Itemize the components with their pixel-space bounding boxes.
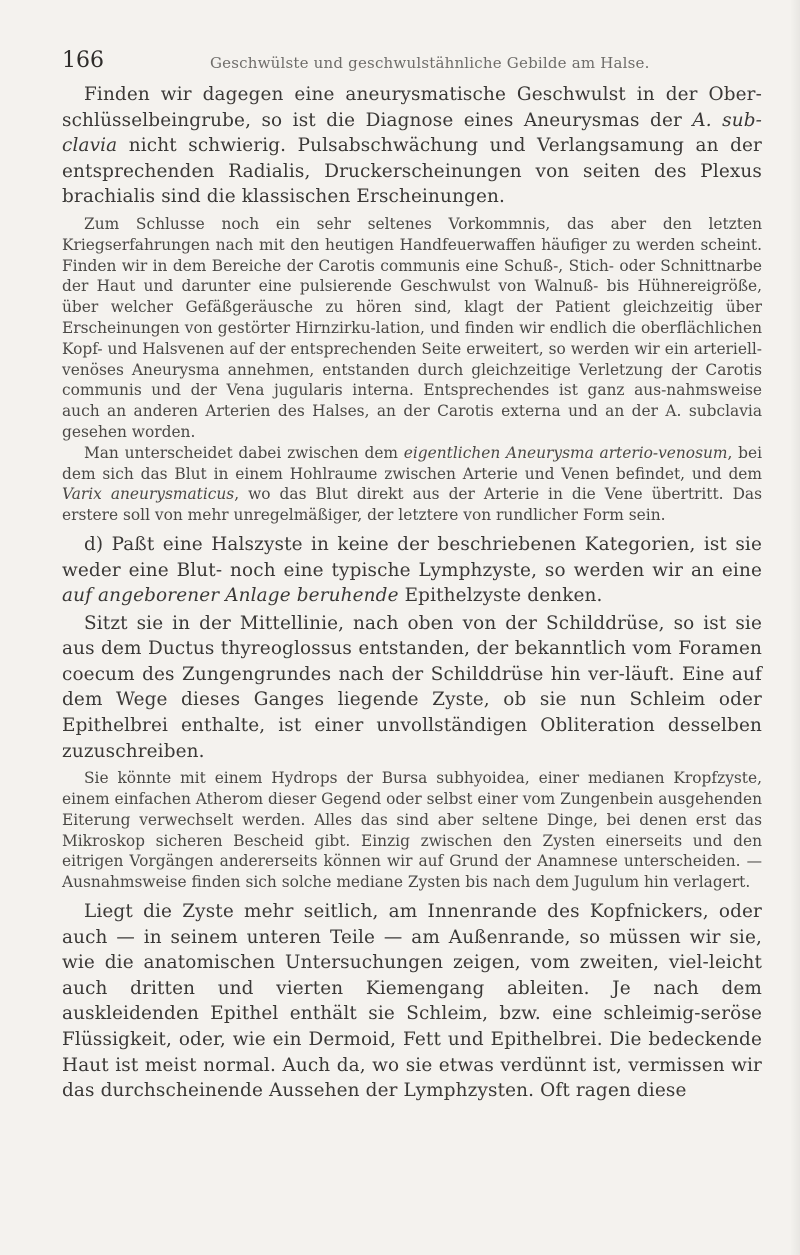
paragraph [62, 532, 762, 609]
page-number: 166 [62, 48, 104, 73]
paragraph [62, 899, 762, 1104]
text-run: , wo das Blut direkt aus der Arterie in die Vene übertritt. Das erstere soll von mehr unregelmäßiger, der letztere von rundlicher Form sein. [62, 485, 762, 525]
text-run: nicht schwierig. Pulsabschwächung und Verlangsamung an der entsprechenden Radialis, Druckerscheinungen von seiten des Plexus brachialis sind die klassischen Erscheinungen. [62, 135, 762, 208]
text-run: Sitzt sie in der Mittellinie, nach oben von der Schilddrüse, so ist sie aus dem Ductus thyreoglossus entstanden, der bekanntlich vom Foramen coecum des Zungengrundes nach der Schilddrüse hin ver-läuft. Eine auf dem Wege dieses Ganges liegende Zyste, ob sie nun Schleim oder Epithelbrei enthalte, ist einer unvollständigen Obliteration desselben zuzuschreiben. [62, 612, 762, 762]
paragraph [62, 82, 762, 210]
text-run: Zum Schlusse noch ein sehr seltenes Vorkommnis, das aber den letzten Kriegserfahrungen nach mit den heutigen Handfeuerwaffen häufiger zu werden scheint. Finden wir in dem Bereiche der Carotis communis eine Schuß-, Stich- oder Schnittnarbe der Haut und darunter eine pulsierende Geschwulst von Walnuß- bis Hühnereigröße, über welcher Gefäßgeräusche zu hören sind, klagt der Patient gleichzeitig über Erscheinungen von gestörter Hirnzirku-lation, und finden wir endlich die oberflächlichen Kopf- und Halsvenen auf der entsprechenden Seite erweitert, so werden wir ein arteriell-venöses Aneurysma annehmen, entstanden durch gleichzeitige Verletzung der Carotis communis und der Vena jugularis interna. Entsprechendes ist ganz aus-nahmsweise auch an anderen Arterien des Halses, an der Carotis externa und an der A. subclavia gesehen worden. [62, 214, 762, 441]
italic-text: auf angeborener Anlage beruhende [62, 585, 399, 607]
italic-text: A. sub-clavia [62, 109, 762, 157]
paragraph [62, 611, 762, 765]
text-run: Liegt die Zyste mehr seitlich, am Innenrande des Kopfnickers, oder auch — in seinem unteren Teile — am Außenrande, so müssen wir sie, wie die anatomischen Untersuchungen zeigen, vom zweiten, viel-leicht auch dritten und vierten Kiemengang ableiten. Je nach dem auskleidenden Epithel enthält sie Schleim, bzw. eine schleimig-seröse Flüssigkeit, oder, wie ein Dermoid, Fett und Epithelbrei. Die bedeckende Haut ist meist normal. Auch da, wo sie etwas verdünnt ist, vermissen wir das durchscheinende Aussehen der Lymphzysten. Oft ragen diese [62, 901, 762, 1102]
italic-text: eigentlichen Aneurysma arterio-venosum [403, 443, 728, 462]
text-run: Finden wir dagegen eine aneurysmatische Geschwulst in der Ober-schlüsselbeingrube, so ist die Diagnose eines Aneurysmas der [62, 84, 762, 131]
page-edge-shadow [790, 0, 800, 1255]
page-header [62, 48, 762, 82]
paragraph [62, 443, 762, 526]
text-run: Man unterscheidet dabei zwischen dem [84, 443, 404, 462]
text-run: d) Paßt eine Halszyste in keine der beschriebenen Kategorien, ist sie weder eine Blut- noch eine typische Lymphzyste, so werden wir an eine [62, 533, 762, 581]
text-run: Epithelzyste denken. [398, 585, 603, 607]
text-run: , bei dem sich das Blut in einem Hohlraume zwischen Arterie und Venen befindet, und dem [62, 443, 763, 483]
book-page [62, 48, 762, 1104]
body-text [62, 82, 762, 1104]
running-title: Geschwülste und geschwulstähnliche Gebilde am Halse. [210, 54, 650, 72]
paragraph [62, 768, 762, 893]
text-run: Sie könnte mit einem Hydrops der Bursa subhyoidea, einer medianen Kropfzyste, einem einfachen Atherom dieser Gegend oder selbst einer vom Zungenbein ausgehenden Eiterung verwechselt werden. Alles das sind aber seltene Dinge, bei denen erst das Mikroskop sicheren Bescheid gibt. Einzig zwischen den Zysten einerseits und den eitrigen Vorgängen andererseits können wir auf Grund der Anamnese unterscheiden. — Ausnahmsweise finden sich solche mediane Zysten bis nach dem Jugulum hin verlagert. [62, 769, 762, 892]
italic-text: Varix aneurysmaticus [62, 485, 235, 504]
paragraph [62, 214, 762, 443]
